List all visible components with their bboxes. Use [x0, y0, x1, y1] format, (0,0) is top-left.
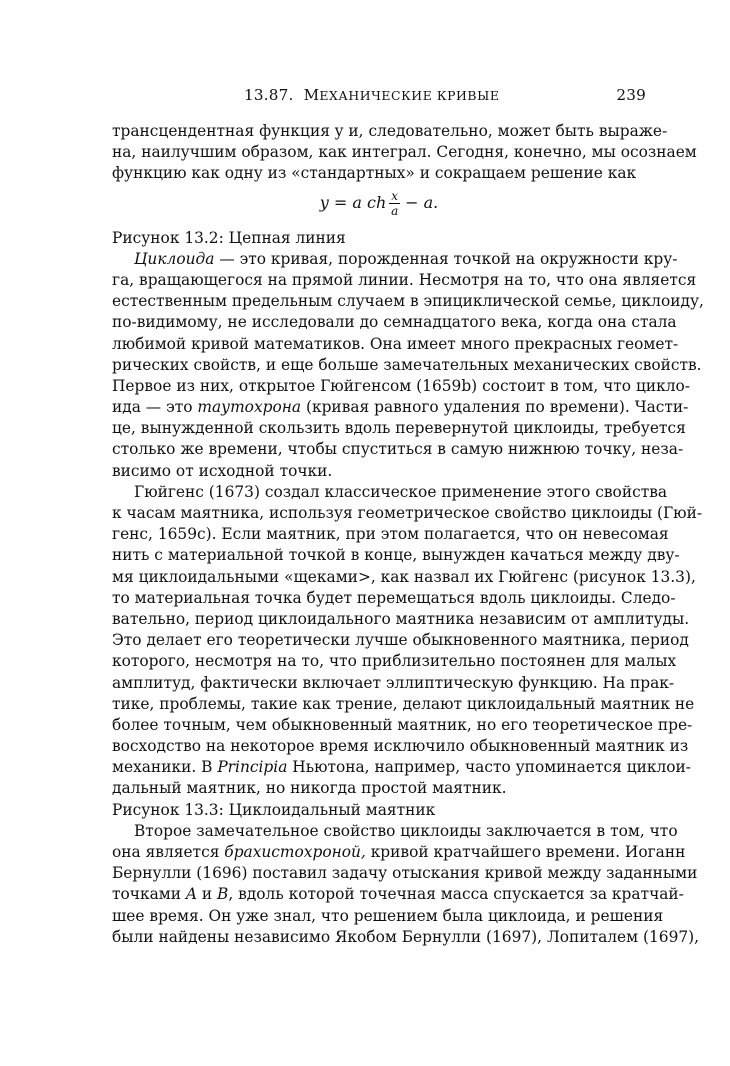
text-line: [112, 884, 684, 905]
text-line: [112, 757, 691, 778]
text-line: Первое из них, открытое Гюйгенсом (1659b) состоит в том, что цикло-: [112, 376, 690, 395]
text-line: восходство на некоторое время исключило обыкновенный маятник из: [112, 737, 689, 756]
point-a: A: [185, 885, 197, 904]
figure-caption: Рисунок 13.2: Цепная линия: [112, 228, 346, 247]
catenary-formula: [112, 190, 646, 224]
text-span: кривой кратчайшего времени. Иоганн: [365, 843, 686, 861]
text-line: трансцендентная функция y и, следовательно, может быть выраже-: [112, 122, 668, 140]
text-line: [112, 842, 686, 863]
term-principia: Principia: [217, 758, 288, 777]
text-line: более точным, чем обыкновенный маятник, но его теоретическое пре-: [112, 715, 693, 734]
fraction-denominator: a: [391, 203, 399, 218]
text-span: (кривая равного удаления по времени). Части-: [301, 398, 689, 417]
term-brachistochrone: брахистохроной,: [224, 843, 366, 861]
text-line: столько же времени, чтобы спуститься в самую нижнюю точку, неза-: [112, 440, 684, 459]
text-line: Это делает его теоретически лучше обыкновенного маятника, период: [112, 631, 689, 650]
text-line: рических свойств, и еще больше замечательных механических свойств.: [112, 355, 702, 374]
running-head-title: [244, 86, 500, 104]
title-initial: М: [303, 86, 320, 104]
text-line: любимой кривой математиков. Она имеет много прекрасных геомет-: [112, 334, 679, 353]
term-tautochrone: таутохрона: [197, 398, 302, 417]
text-line: Второе замечательное свойство циклоиды заключается в том, что: [134, 821, 678, 840]
running-head: [112, 86, 646, 108]
text-span: механики. В: [112, 758, 218, 777]
text-line: нить с материальной точкой в конце, вынужден качаться между дву-: [112, 546, 680, 565]
text-line: которого, несмотря на то, что приблизительно постоянен для малых: [112, 652, 677, 671]
point-b: B: [217, 885, 229, 904]
text-span: , вдоль которой точечная масса спускается за кратчай-: [228, 885, 684, 904]
text-line: шее время. Он уже знал, что решением была циклоида, и решения: [112, 906, 664, 925]
text-line: [112, 249, 678, 270]
figure-caption: Рисунок 13.3: Циклоидальный маятник: [112, 800, 436, 819]
text-span: Ньютона, например, часто упоминается циклои-: [287, 758, 691, 777]
text-line: по-видимому, не исследовали до семнадцатого века, когда она стала: [112, 313, 677, 332]
text-line: це, вынужденной скользить вдоль перевернутой циклоиды, требуется: [112, 419, 686, 438]
text-line: на, наилучшим образом, как интеграл. Сегодня, конечно, мы осознаем: [112, 143, 697, 162]
term-cycloid: Циклоида: [134, 249, 215, 268]
text-span: — это кривая, порожденная точкой на окружности кру-: [214, 249, 678, 268]
text-line: к часам маятника, используя геометрическое свойство циклоиды (Гюй-: [112, 504, 703, 522]
text-span: точками: [112, 885, 186, 904]
text-line: амплитуд, фактически включает эллиптическую функцию. На прак-: [112, 673, 675, 692]
text-line: то материальная точка будет перемещаться вдоль циклоиды. Следо-: [112, 588, 676, 607]
text-span: она является: [112, 843, 225, 861]
text-line: га, вращающегося на прямой линии. Несмотря на то, что она является: [112, 270, 697, 289]
text-line: висимо от исходной точки.: [112, 461, 333, 480]
text-line: мя циклоидальными «щеками>, как назвал их Гюйгенс (рисунок 13.3),: [112, 567, 696, 586]
text-line: функцию как одну из «стандартных» и сокращаем решение как: [112, 164, 637, 183]
text-line: Бернулли (1696) поставил задачу отыскания кривой между заданными: [112, 864, 698, 883]
page-number: 239: [616, 86, 646, 104]
text-line: вательно, период циклоидального маятника независим от амплитуды.: [112, 609, 690, 628]
formula-lhs: y = a ch: [319, 193, 387, 213]
text-line: Гюйгенс (1673) создал классическое применение этого свойства: [134, 482, 668, 501]
text-line: были найдены независимо Якобом Бернулли (1697), Лопиталем (1697),: [112, 927, 700, 946]
text-line: [112, 397, 689, 418]
title-small-caps: ЕХАНИЧЕСКИЕ КРИВЫЕ: [319, 88, 500, 103]
page-body: [112, 121, 704, 948]
formula-rhs: − a.: [405, 193, 439, 213]
text-span: и: [197, 885, 218, 904]
fraction-numerator: x: [391, 188, 399, 203]
text-line: тике, проблемы, такие как трение, делают циклоидальный маятник не: [112, 694, 695, 713]
text-span: ида — это: [112, 398, 198, 417]
text-line: генс, 1659c). Если маятник, при этом полагается, что он невесомая: [112, 525, 669, 544]
formula-fraction: [389, 190, 400, 217]
section-number: 13.87.: [244, 86, 294, 104]
text-line: естественным предельным случаем в эпициклической семье, циклоиду,: [112, 292, 704, 311]
text-line: дальный маятник, но никогда простой маятник.: [112, 779, 507, 798]
